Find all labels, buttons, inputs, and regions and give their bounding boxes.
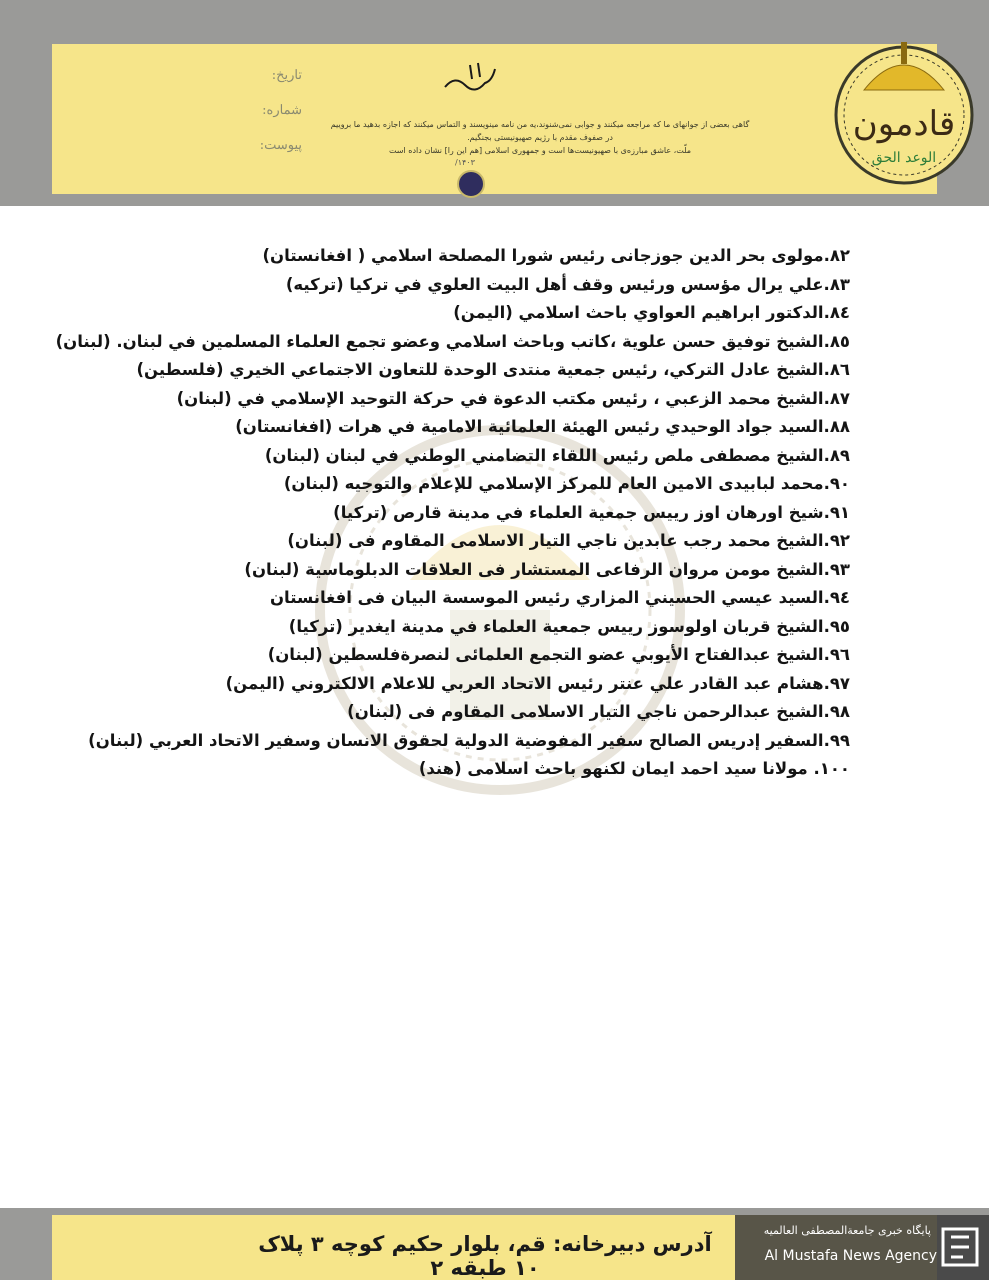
logo-text: قادمون — [852, 104, 956, 144]
quote-line-2: ملّت، عاشق مبارزه‌ی با صهیونیست‌ها است و جمهوری اسلامی [هم این را] نشان داده است — [388, 146, 692, 155]
list-item: ٩٤.السيد عيسي الحسيني المزاري رئيس الموسسة البيان فى افغانستان — [269, 588, 850, 607]
seal-icon — [457, 170, 485, 198]
list-item: ٨٥.الشيخ توفيق حسن علوية ،كاتب وباحث اسلامي وعضو تجمع العلماء المسلمين في لبنان. (لبنان) — [55, 331, 850, 351]
letter-meta-fields — [192, 68, 302, 178]
news-agency-name-en: Al Mustafa News Agency — [764, 1248, 937, 1264]
list-item: ٨٣.علي يرال مؤسس ورئيس وقف أهل البيت العلوي في تركيا (تركيه) — [285, 274, 850, 294]
list-item: ٨٢.مولوى بحر الدين جوزجانى رئيس شورا المصلحة اسلامي ( افغانستان) — [262, 246, 850, 265]
list-item: ٩٣.الشيخ مومن مروان الرفاعى المستشار فى العلاقات الدبلوماسية (لبنان) — [244, 559, 850, 579]
attachment-field-label: پیوست: — [259, 138, 302, 153]
list-item: ٨٤.الدكتور ابراهيم العواوي باحث اسلامي (اليمن) — [453, 303, 850, 322]
list-item: ٨٦.الشيخ عادل التركي، رئيس جمعية منتدى الوحدة للتعاون الاجتماعي الخيري (فلسطين) — [136, 360, 850, 379]
header-quote — [330, 118, 750, 188]
bismillah-calligraphy-icon — [440, 55, 500, 95]
list-item: ٩٨.الشيخ عبدالرحمن ناجي التيار الاسلامى المقاوم فى (لبنان) — [347, 702, 850, 721]
qadimoon-logo-icon — [829, 20, 979, 195]
small-date: ۱۴۰۳/ — [455, 158, 475, 167]
list-item: ١٠٠. مولانا سيد احمد ايمان لكنهو باحث اسلامى (هند) — [418, 759, 850, 778]
list-item: ٩٢.الشيخ محمد رجب عابدين ناجي التيار الاسلامى المقاوم فى (لبنان) — [287, 531, 850, 550]
quote-line-1: گاهی بعضی از جوانهای ما که مراجعه میکنند و جوابی نمی‌شنوند،یه من نامه مینویسند و التماس میکنند که اجازه بدهید ما بروییم در صفوف مقدم با رژیم صهیونیستی بجنگیم. — [330, 120, 750, 142]
list-item: ٩١.شيخ اورهان اوز رييس جمعية العلماء في مدينة قارص (تركيا) — [333, 502, 850, 522]
list-item: ٨٩.الشيخ مصطفى ملص رئيس اللقاء التضامني الوطني في لبنان (لبنان) — [264, 445, 850, 465]
secretariat-address: آدرس دبیرخانه: قم، بلوار حکیم کوچه ۳ پلاک ۱۰ طبقه ۲ — [258, 1232, 712, 1280]
logo-subtext: الوعد الحق — [871, 150, 937, 166]
news-agency-logo-icon — [939, 1225, 981, 1269]
list-item: ٩٩.السفير إدريس الصالح سفير المفوضية الدولية لحقوق الانسان وسفير الاتحاد العربي (لبنان) — [88, 730, 850, 750]
date-field-label: تاریخ: — [271, 68, 302, 83]
signatories-list — [55, 242, 850, 784]
number-field-label: شماره: — [262, 103, 302, 118]
list-item: ٨٨.السيد جواد الوحيدي رئيس الهيئة العلمائية الامامية في هرات (افغانستان) — [235, 417, 850, 436]
list-item: ٩٧.هشام عبد القادر علي عنتر رئيس الاتحاد العربي للاعلام الالكتروني (اليمن) — [225, 673, 850, 693]
list-item: ٩٥.الشيخ قربان اولوسوز رييس جمعية العلماء في مدينة ايغدير (تركيا) — [288, 616, 850, 636]
news-agency-name-fa: پایگاه خبری جامعةالمصطفی العالمیه — [763, 1224, 931, 1237]
list-item: ٩٦.الشيخ عبدالفتاح الأيوبي عضو التجمع العلمائى لنصرةفلسطين (لبنان) — [267, 645, 850, 664]
list-item: ٨٧.الشيخ محمد الزعبي ، رئيس مكتب الدعوة في حركة التوحيد الإسلامي في (لبنان) — [176, 388, 850, 408]
news-agency-watermark — [735, 1215, 989, 1280]
list-item: ٩٠.محمد لبابيدى الامين العام للمركز الإسلامي للإعلام والتوجيه (لبنان) — [283, 474, 850, 493]
